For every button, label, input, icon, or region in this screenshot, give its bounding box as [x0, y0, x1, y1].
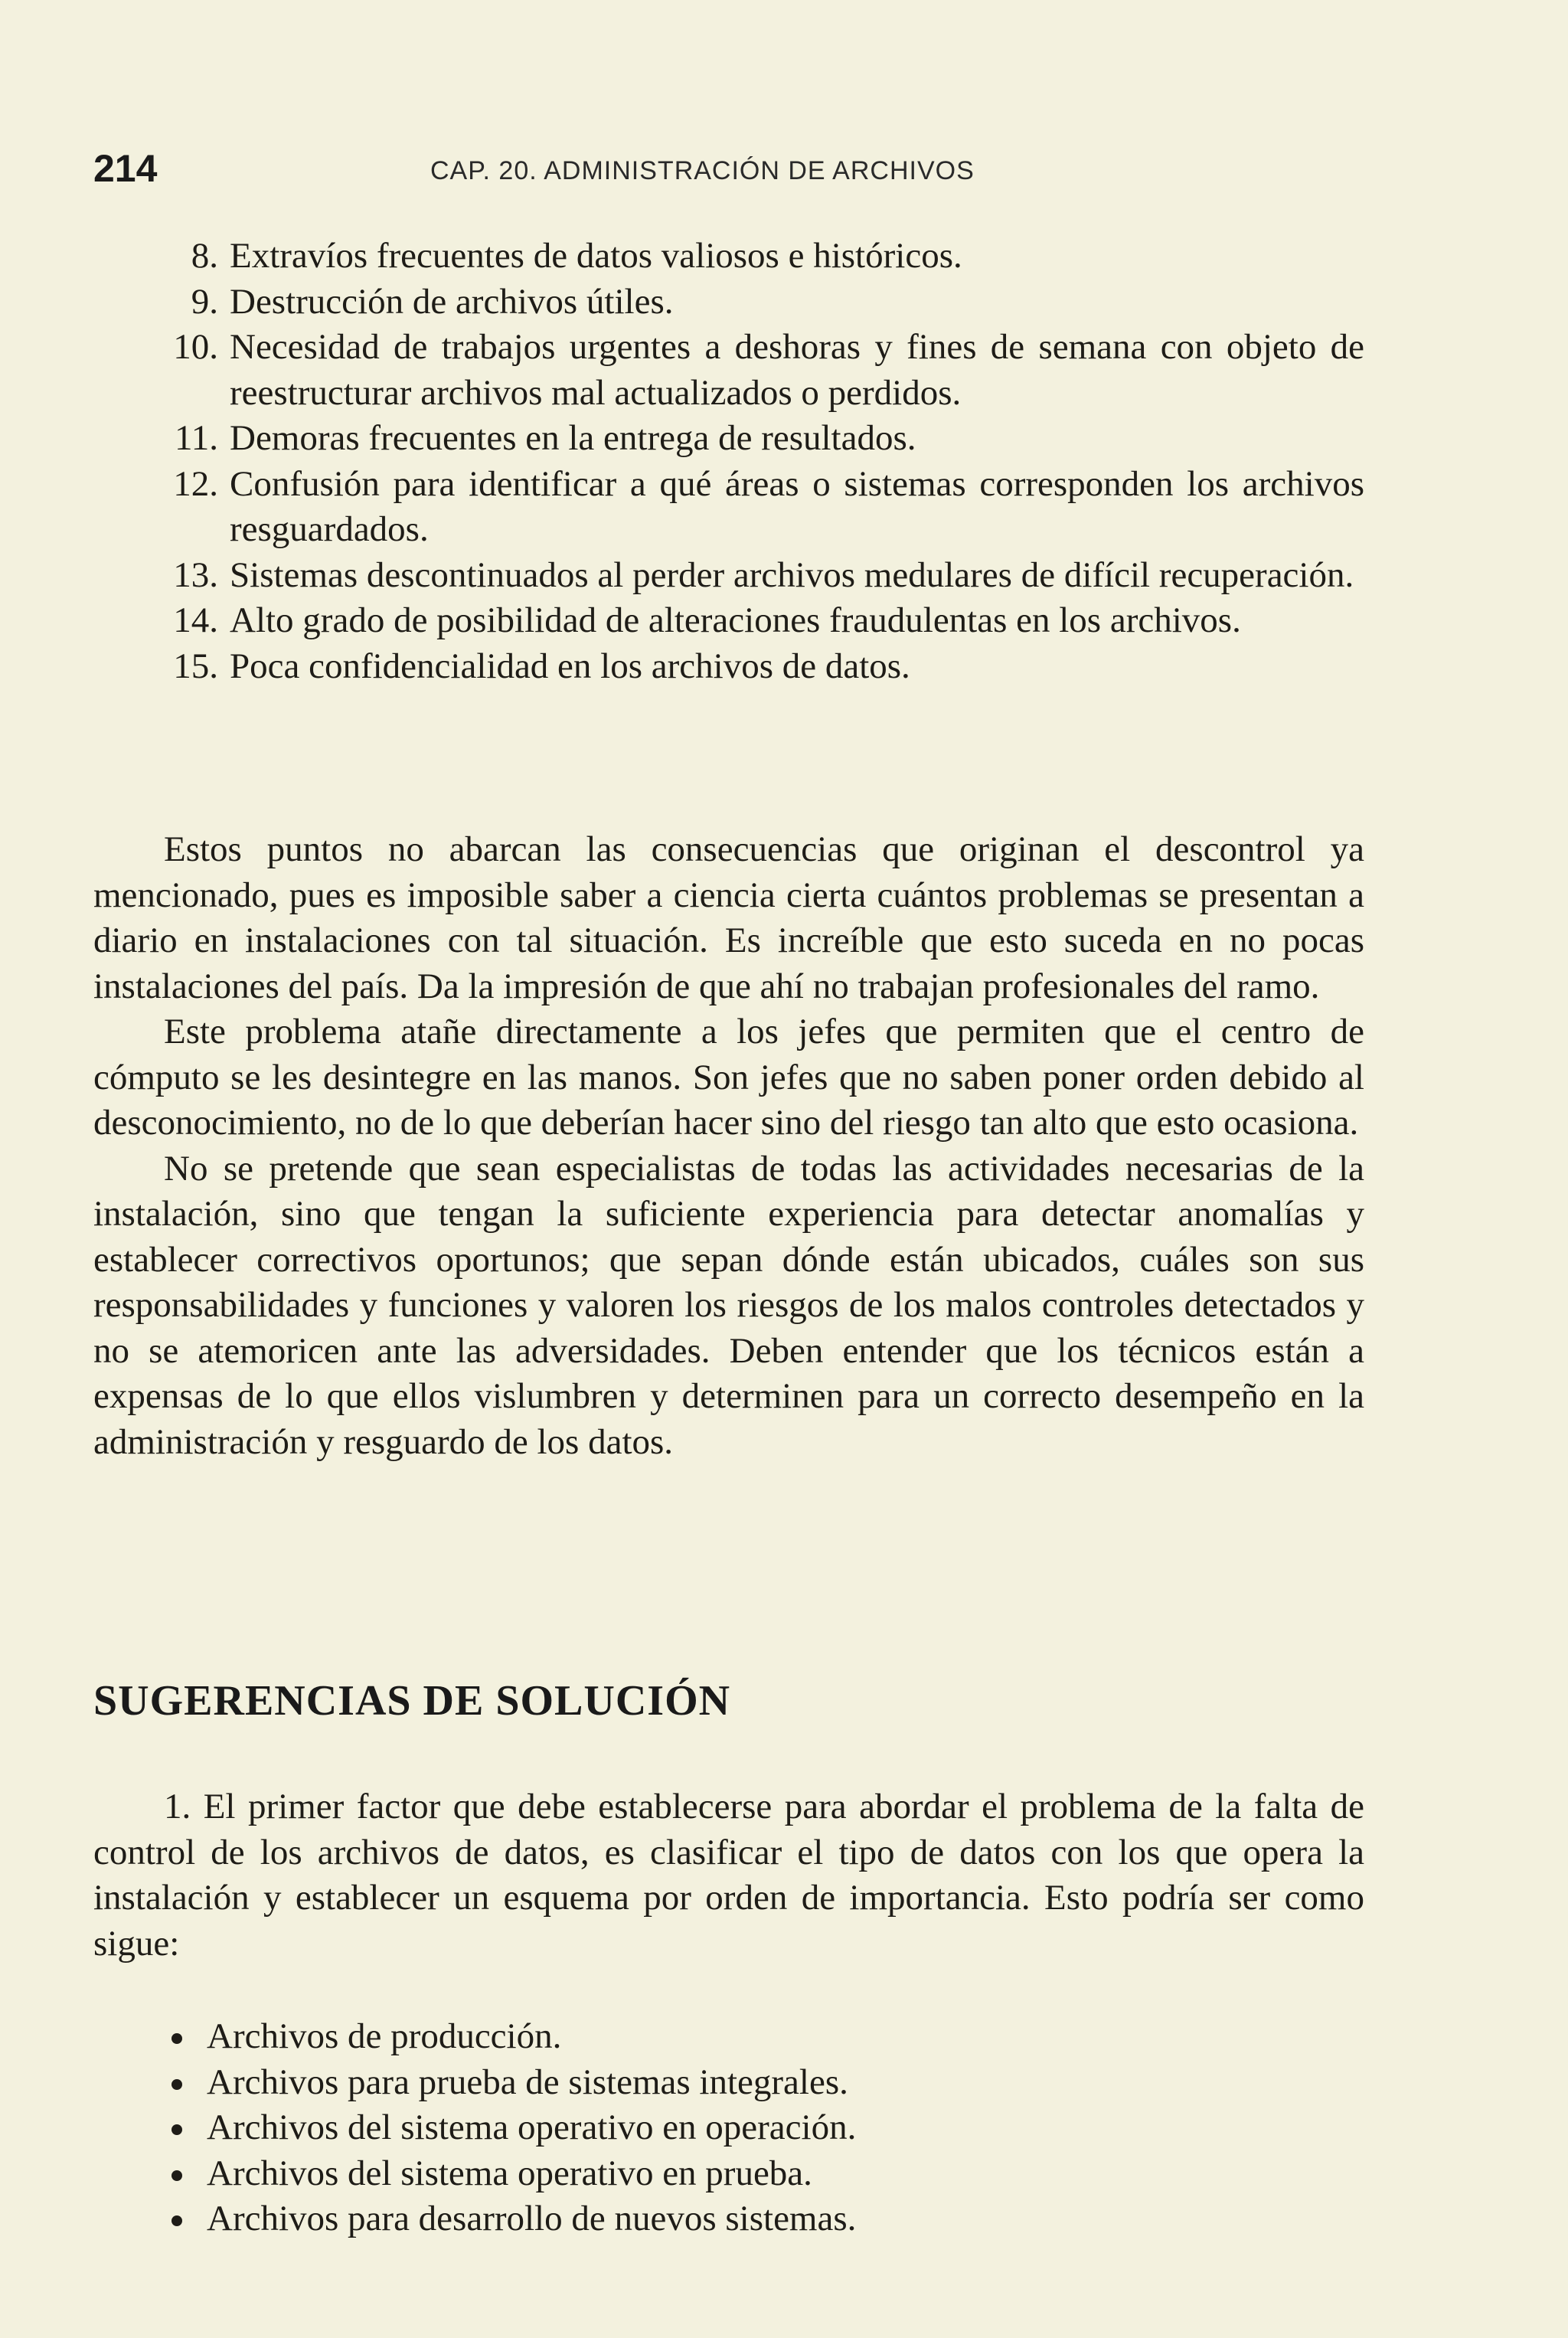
list-item [173, 325, 1364, 416]
list-item-text: Confusión para identificar a qué áreas o sistemas corresponden los archivos resguardados. [230, 463, 1364, 549]
bullet-icon [172, 2079, 182, 2090]
bullet-icon [172, 2215, 182, 2226]
list-item-text: Poca confidencialidad en los archivos de datos. [230, 646, 910, 686]
page-header [93, 146, 1494, 191]
list-item [191, 280, 1364, 325]
list-item [173, 598, 1364, 644]
list-item-number: 11. [174, 418, 218, 458]
list-item-text: Demoras frecuentes en la entrega de resultados. [230, 418, 916, 458]
running-title: CAP. 20. ADMINISTRACIÓN DE ARCHIVOS [430, 156, 975, 185]
bullet-text: Archivos para desarrollo de nuevos sistemas. [207, 2199, 857, 2238]
list-item-number: 8. [191, 236, 218, 276]
bullet-item [167, 2105, 1315, 2151]
bullet-text: Archivos del sistema operativo en operación. [207, 2107, 857, 2147]
bullet-text: Archivos para prueba de sistemas integrales. [207, 2062, 848, 2102]
bullet-icon [172, 2170, 182, 2181]
section-heading: SUGERENCIAS DE SOLUCIÓN [93, 1677, 731, 1725]
section-intro [93, 1784, 1364, 1967]
paragraph: Estos puntos no abarcan las consecuencias que originan el descontrol ya mencionado, pues es imposible saber a ciencia cierta cuántos problemas se presentan a diario en instalaciones con tal situación. Es increíble que esto suceda en no pocas instalaciones del país. Da la impresión de que ahí no trabajan profesionales del ramo. [93, 829, 1364, 1006]
bullet-icon [172, 2033, 182, 2044]
bullet-item [167, 2060, 1315, 2106]
list-item-number: 9. [191, 281, 218, 322]
bullet-list [167, 2014, 1315, 2242]
list-item-text: Alto grado de posibilidad de alteraciones fraudulentas en los archivos. [230, 600, 1241, 640]
list-item-number: 14. [173, 600, 218, 640]
list-item [174, 416, 1364, 462]
list-item-text: Necesidad de trabajos urgentes a deshoras y fines de semana con objeto de reestructurar archivos mal actualizados o perdidos. [230, 327, 1364, 413]
page-number: 214 [93, 147, 158, 190]
list-item [173, 644, 1364, 690]
bullet-item [167, 2196, 1315, 2242]
bullet-text: Archivos de producción. [207, 2016, 562, 2056]
list-item [173, 462, 1364, 553]
list-item-text: Sistemas descontinuados al perder archivos medulares de difícil recuperación. [230, 554, 1354, 595]
paragraph: Este problema atañe directamente a los jefes que permiten que el centro de cómputo se les desintegre en las manos. Son jefes que no saben poner orden debido al desconocimiento, no de lo que deberían hacer sino del riesgo tan alto que esto ocasiona. [93, 1012, 1364, 1143]
bullet-icon [172, 2124, 182, 2135]
list-item [173, 553, 1364, 599]
bullet-item [167, 2151, 1315, 2197]
paragraph: No se pretende que sean especialistas de todas las actividades necesarias de la instalación, sino que tengan la suficiente experiencia para detectar anomalías y establecer correctivos oportunos; que sepan dónde están ubicados, cuáles son sus responsabilidades y funciones y valoren los riesgos de los malos controles detectados y no se atemoricen ante las adversidades. Deben entender que los técnicos están a expensas de lo que ellos vislumbren y determinen para un correcto desempeño en la administración y resguardo de los datos. [93, 1148, 1364, 1462]
bullet-item [167, 2014, 1315, 2060]
paragraph: 1. El primer factor que debe establecerse para abordar el problema de la falta de control de los archivos de datos, es clasificar el tipo de datos con los que opera la instalación y establecer un esquema por orden de importancia. Esto podría ser como sigue: [93, 1787, 1364, 1964]
list-item-number: 12. [173, 463, 218, 504]
list-item [191, 234, 1364, 280]
list-item-number: 10. [173, 327, 218, 367]
list-item-number: 15. [173, 646, 218, 686]
list-item-text: Extravíos frecuentes de datos valiosos e históricos. [230, 236, 962, 276]
numbered-list [173, 234, 1364, 689]
list-item-number: 13. [173, 554, 218, 595]
bullet-text: Archivos del sistema operativo en prueba. [207, 2153, 812, 2193]
body-text [93, 827, 1364, 1465]
list-item-text: Destrucción de archivos útiles. [230, 281, 674, 322]
